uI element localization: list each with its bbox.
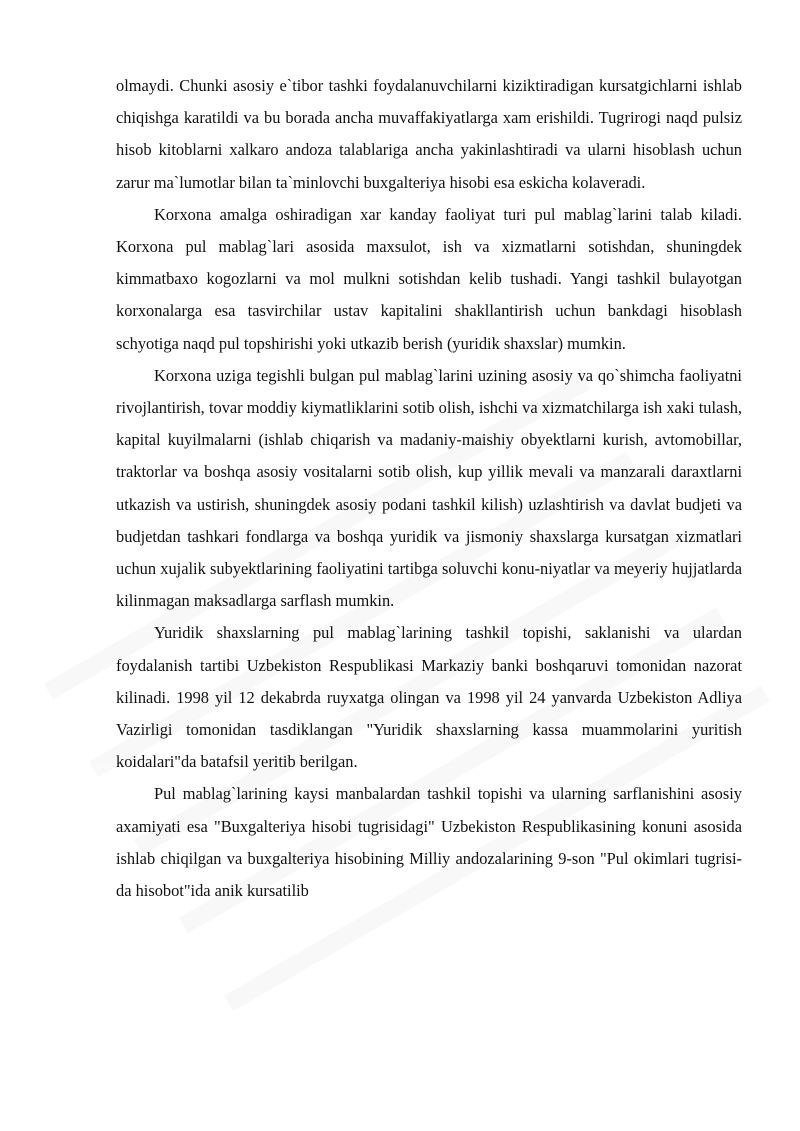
- paragraph: olmaydi. Chunki asosiy e`tibor tashki foydalanuvchilarni kiziktiradigan kursatgichlarni ishlab chiqishga karatildi va bu borada ancha muvaffakiyatlarga xam erishildi. Tugrirogi naqd pulsiz hisob kitoblarni xalkaro andoza talablariga ancha yakinlashtiradi va ularni hisoblash uchun zarur ma`lumotlar bilan ta`minlovchi buxgalteriya hisobi esa eskicha kolaveradi.: [116, 76, 742, 192]
- paragraph: Korxona amalga oshiradigan xar kanday faoliyat turi pul mablag`larini talab kiladi. Korxona pul mablag`lari asosida maxsulot, ish va xizmatlarni sotishdan, shuningdek kimmatbaxo kogozlarni va mol mulkni sotishdan kelib tushadi. Yangi tashkil bulayotgan korxonalarga esa tasvirchilar ustav kapitalini shakllantirish uchun bankdagi hisoblash schyotiga naqd pul topshirishi yoki utkazib berish (yuridik shaxslar) mumkin.: [116, 204, 742, 353]
- paragraph: Korxona uziga tegishli bulgan pul mablag`larini uzining asosiy va qo`shimcha faoliyatni rivojlantirish, tovar moddiy kiymatliklarini sotib olish, ishchi va xizmatchilarga ish xaki tulash, kapital kuyilmalarni (ishlab chiqarish va madaniy-maishiy obyektlarni kurish, avtomobillar, traktorlar va boshqa asosiy vositalarni sotib olish, kup yillik mevali va manzarali daraxtlarni utkazish va ustirish, shuningdek asosiy podani tashkil kilish) uzlashtirish va davlat budjeti va budjetdan tashkari fondlarga va boshqa yuridik va jismoniy shaxslarga kursatgan xizmatlari uchun xujalik subyektlarining faoliyatini tartibga soluvchi konu-niyatlar va meyeriy hujjatlarda kilinmagan maksadlarga sarflash mumkin.: [116, 365, 742, 611]
- paragraph: Pul mablag`larining kaysi manbalardan tashkil topishi va ularning sarflanishini asosiy axamiyati esa "Buxgalteriya hisobi tugrisidagi" Uzbekiston Respublikasining konuni asosida ishlab chiqilgan va buxgalteriya hisobining Milliy andozalarining 9-son "Pul okimlari tugrisi-da hisobot"ida anik kursatilib: [116, 784, 742, 901]
- paragraph: Yuridik shaxslarning pul mablag`larining tashkil topishi, saklanishi va ulardan foydalanish tartibi Uzbekiston Respublikasi Markaziy banki boshqaruvi tomonidan nazorat kilinadi. 1998 yil 12 dekabrda ruyxatga olingan va 1998 yil 24 yanvarda Uzbekiston Adliya Vazirligi tomonidan tasdiklangan "Yuridik shaxslarning kassa muammolarini yuritish koidalari"da batafsil yeritib berilgan.: [116, 623, 742, 772]
- document-body: [116, 70, 742, 907]
